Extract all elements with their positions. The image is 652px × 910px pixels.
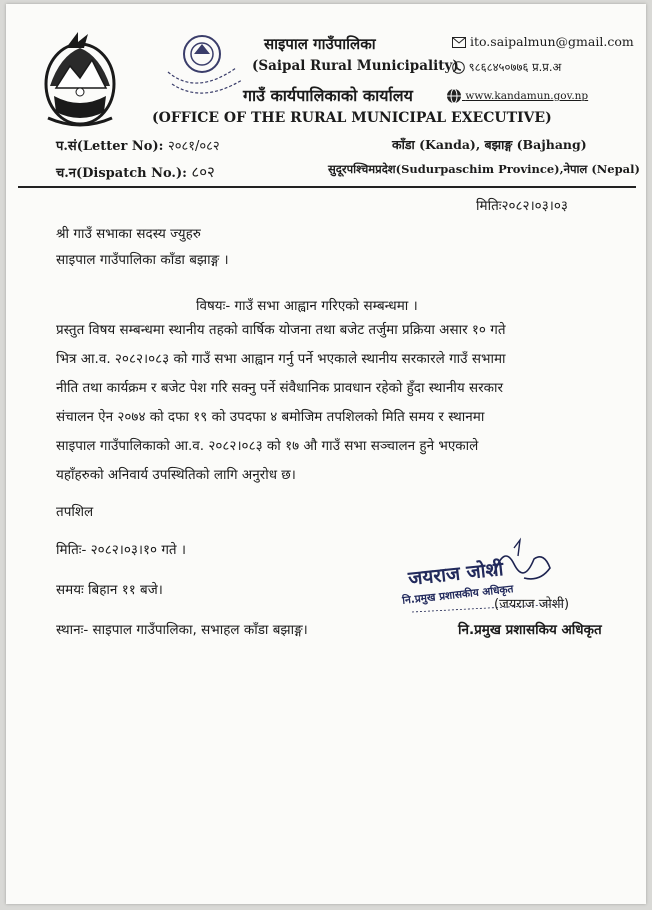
signatory-name: (जयराज जोशी) xyxy=(494,597,570,612)
letter-page xyxy=(6,4,646,904)
nepal-emblem-icon xyxy=(40,26,120,136)
office-name-np: साइपाल गाउँपालिका xyxy=(264,35,376,53)
globe-icon xyxy=(446,88,462,104)
header-divider xyxy=(18,186,636,188)
phone-icon xyxy=(452,61,465,74)
office-seal-icon xyxy=(166,24,246,112)
body-line-5: साइपाल गाउँपालिकाको आ.व. २०८२।०८३ को १७ औ गाउँ सभा सञ्चालन हुने भएकाले xyxy=(56,438,479,454)
signatory-designation: नि.प्रमुख प्रशासकिय अधिकृत xyxy=(458,622,602,638)
letter-date: मितिः२०८२।०३।०३ xyxy=(476,198,568,214)
body-line-2: भित्र आ.व. २०८२।०८३ को गाउँ सभा आह्वान गर्नु पर्ने भएकाले स्थानीय सरकारले गाउँ सभामा xyxy=(56,351,506,367)
envelope-icon xyxy=(452,37,466,48)
address-line-2: सुदूरपश्चिमप्रदेश(Sudurpaschim Province),नेपाल (Nepal) xyxy=(328,162,640,176)
schedule-time: समयः बिहान ११ बजे। xyxy=(56,582,163,598)
letter-no-label: प.सं(Letter No): xyxy=(56,139,164,154)
executive-name-en: (OFFICE OF THE RURAL MUNICIPAL EXECUTIVE) xyxy=(152,110,552,126)
phone-row xyxy=(452,60,561,75)
stamp-name: जयराज जोशी xyxy=(407,558,505,590)
recipient-line-1: श्री गाउँ सभाका सदस्य ज्युहरु xyxy=(56,226,201,242)
stamp-title: नि.प्रमुख प्रशासकीय अधिकृत xyxy=(401,583,515,607)
website-row xyxy=(446,88,588,104)
dispatch-no-row xyxy=(56,162,215,182)
body-line-1: प्रस्तुत विषय सम्बन्धमा स्थानीय तहको वार्षिक योजना तथा बजेट तर्जुमा प्रक्रिया असार १० गते xyxy=(56,322,506,338)
body-line-3: नीति तथा कार्यक्रम र बजेट पेश गरि सक्नु पर्ने संवैधानिक प्रावधान रहेको हुँदा स्थानीय सरकार xyxy=(56,380,504,396)
recipient-line-2: साइपाल गाउँपालिका काँडा बझाङ्ग । xyxy=(56,252,229,268)
phone-text: ९८६८४५०७७६ प्र.प्र.अ xyxy=(468,60,562,74)
body-line-6: यहाँहरुको अनिवार्य उपस्थितिको लागि अनुरोध छ। xyxy=(56,467,296,483)
body-line-4: संचालन ऐन २०७४ को दफा १९ को उपदफा ४ बमोजिम तपशिलको मिति समय र स्थानमा xyxy=(56,409,485,425)
website-text: www.kandamun.gov.np xyxy=(465,90,589,102)
dispatch-no-label: च.न(Dispatch No.): xyxy=(56,166,187,181)
letter-no-row xyxy=(56,136,220,154)
schedule-place: स्थानः- साइपाल गाउँपालिका, सभाहल काँडा बझाङ्ग। xyxy=(56,622,308,638)
dispatch-no-value: ८०२ xyxy=(191,163,215,181)
schedule-heading: तपशिल xyxy=(56,504,94,520)
email-text: ito.saipalmun@gmail.com xyxy=(469,34,634,49)
letter-subject: विषयः- गाउँ सभा आह्वान गरिएको सम्बन्धमा । xyxy=(196,298,418,314)
email-row xyxy=(452,34,634,49)
executive-name-np: गाउँ कार्यपालिकाको कार्यालय xyxy=(243,86,413,105)
address-line-1: काँडा (Kanda), बझाङ्ग (Bajhang) xyxy=(392,137,587,152)
schedule-date: मितिः- २०८२।०३।१० गते । xyxy=(56,542,187,558)
letter-no-value: २०८१/०८२ xyxy=(167,139,220,154)
office-name-en: (Saipal Rural Municipality) xyxy=(252,58,459,74)
